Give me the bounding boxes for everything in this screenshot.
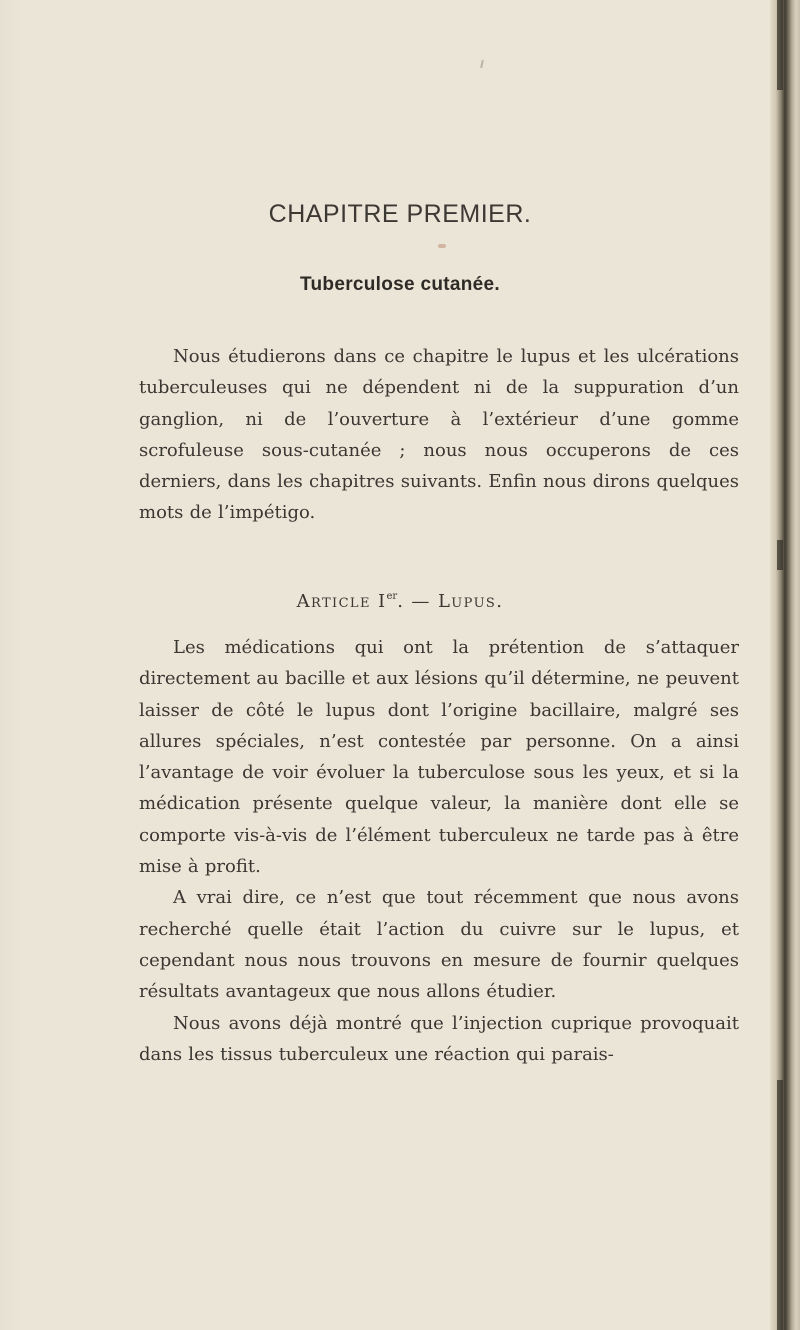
spine-shadow (777, 540, 783, 570)
intro-section (139, 341, 739, 529)
spine-shadow (777, 1080, 783, 1330)
paragraph: Les médications qui ont la prétention de s’attaquer directement au bacille et aux lésions qu’il détermine, ne peuvent laisser de côté le lupus dont l’origine bacillaire, malgré ses allures spéciales, n’est contestée par personne. On a ainsi l’avantage de voir évoluer la tuberculose sous les yeux, et si la médication présente quelque valeur, la manière dont elle se comporte vis-à-vis de l’élément tuberculeux ne tarde pas à être mise à profit. (139, 637, 739, 878)
spine-shadow (777, 0, 783, 90)
article-title: Lupus. (437, 591, 504, 612)
paragraph: A vrai dire, ce n’est que tout récemment que nous avons recherché quelle était l’action du cuivre sur le lupus, et cependant nous nous trouvons en mesure de fournir quelques résultats avantageux que nous allons étudier. (139, 887, 739, 1003)
article-separator: . — (397, 591, 438, 612)
book-spine-edge (770, 0, 800, 1330)
ornament-mark (438, 244, 446, 248)
article-body (139, 632, 739, 1070)
ink-mark (480, 60, 484, 68)
chapter-title: CHAPITRE PREMIER. (268, 200, 532, 228)
article-label: Article (296, 591, 371, 612)
article-heading (0, 591, 800, 612)
paragraph: Nous étudierons dans ce chapitre le lupus et les ulcérations tuberculeuses qui ne dépendent ni de la suppuration d’un ganglion, ni de l’ouverture à l’extérieur d’une gomme scrofuleuse sous-cutanée ; nous nous occuperons de ces derniers, dans les chapitres suivants. Enfin nous dirons quelques mots de l’impétigo. (139, 346, 739, 524)
article-number: I (377, 591, 387, 612)
paragraph: Nous avons déjà montré que l’injection cuprique provoquait dans les tissus tuberculeux une réaction qui parais- (139, 1012, 739, 1065)
section-title: Tuberculose cutanée. (300, 274, 500, 295)
article-number-suffix: er (386, 591, 398, 602)
